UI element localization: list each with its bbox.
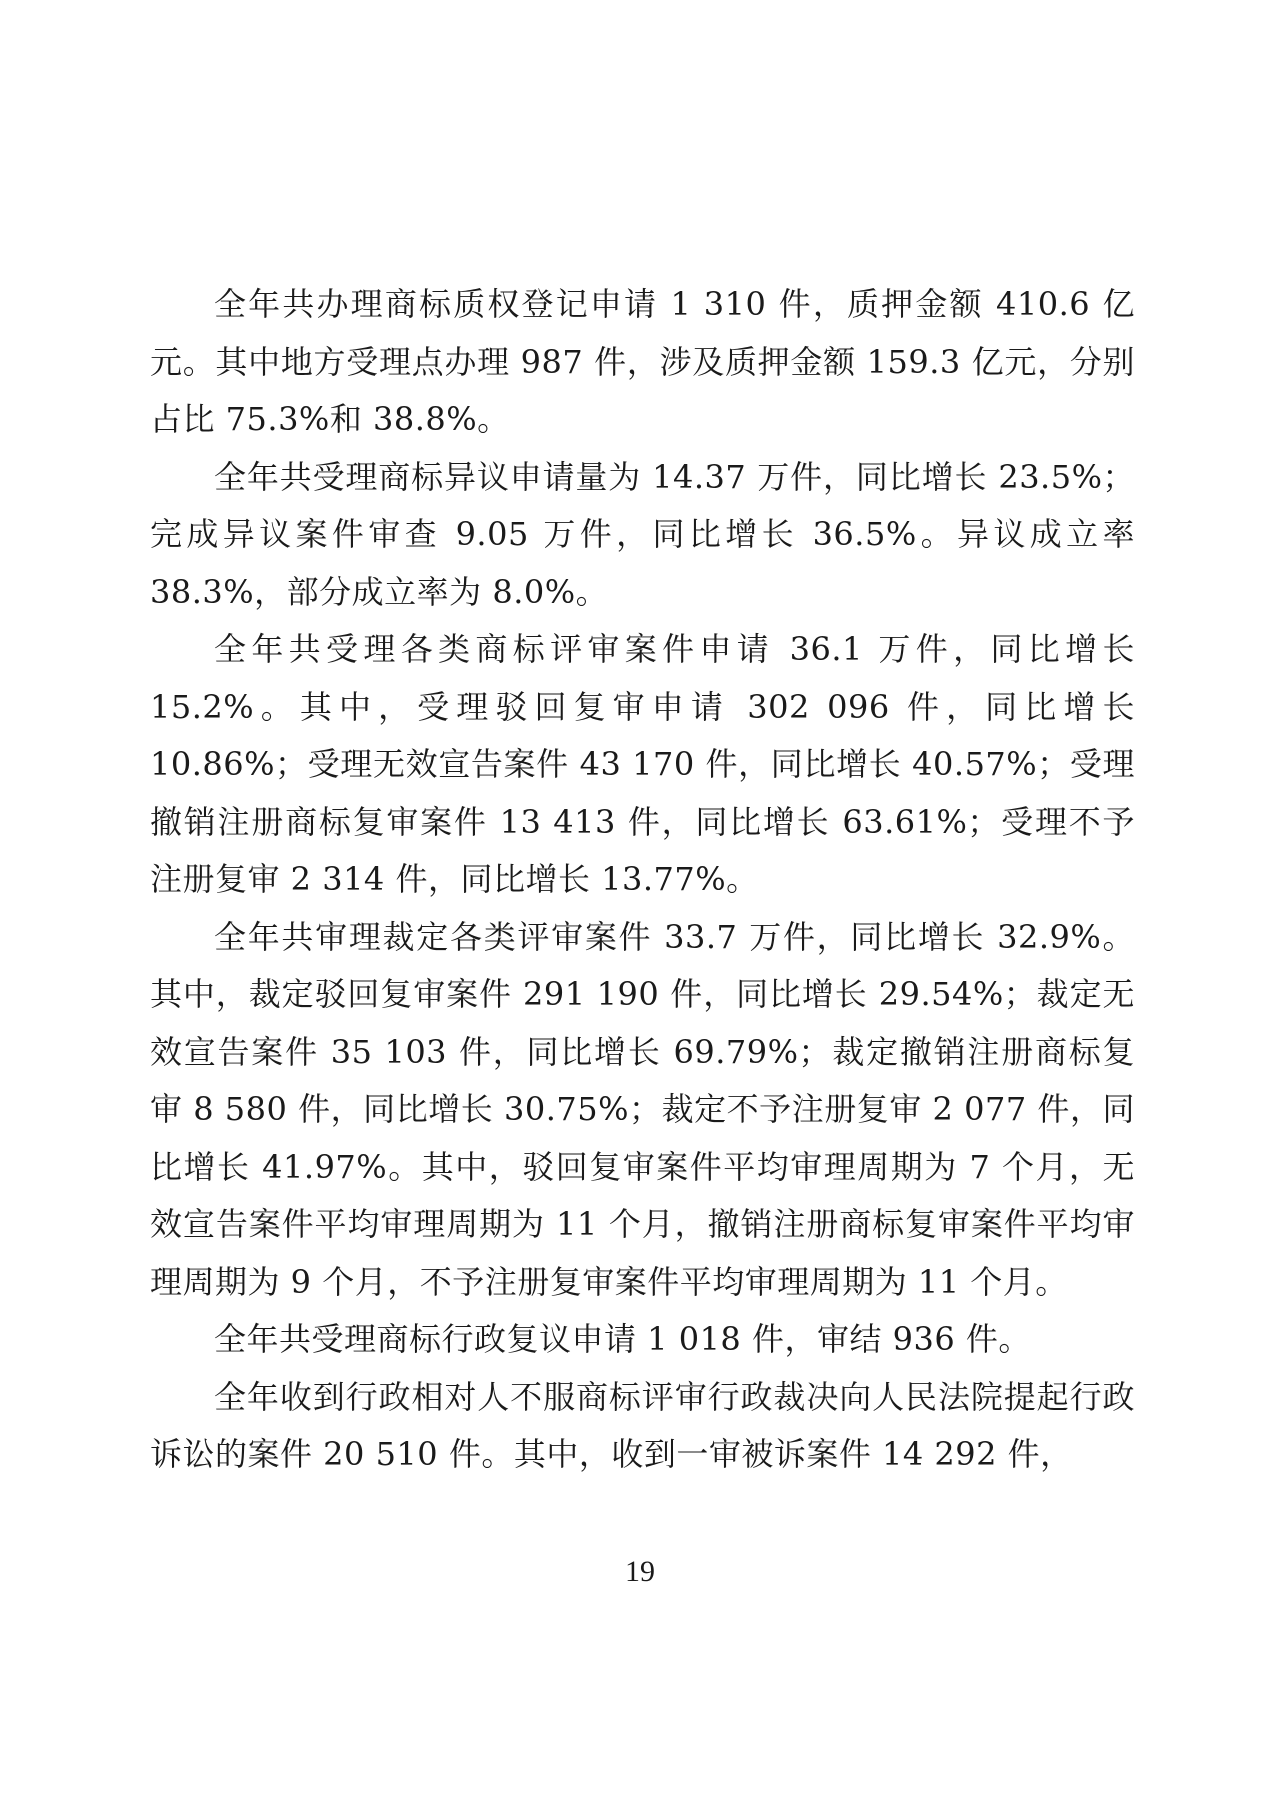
paragraph-review-applications: 全年共受理各类商标评审案件申请 36.1 万件，同比增长 15.2%。其中，受理驳回复审申请 302 096 件，同比增长 10.86%；受理无效宣告案件 43 170 件，同比增长 40.57%；受理撤销注册商标复审案件 13 413 件，同比增长 63.61%；受理不予注册复审 2 314 件，同比增长 13.77%。 [150, 630, 1135, 898]
paragraph-opposition: 全年共受理商标异议申请量为 14.37 万件，同比增长 23.5%；完成异议案件审查 9.05 万件，同比增长 36.5%。异议成立率 38.3%，部分成立率为 8.0%。 [150, 457, 1135, 611]
page-number: 19 [625, 1555, 655, 1588]
paragraph-trademark-pledge: 全年共办理商标质权登记申请 1 310 件，质押金额 410.6 亿元。其中地方受理点办理 987 件，涉及质押金额 159.3 亿元，分别占比 75.3%和 38.8%。 [150, 285, 1135, 438]
paragraph-administrative-litigation: 全年收到行政相对人不服商标评审行政裁决向人民法院提起行政诉讼的案件 20 510 件。其中，收到一审被诉案件 14 292 件， [150, 1377, 1135, 1473]
paragraph-administrative-reconsideration: 全年共受理商标行政复议申请 1 018 件，审结 936 件。 [214, 1320, 1031, 1358]
paragraph-review-rulings: 全年共审理裁定各类评审案件 33.7 万件，同比增长 32.9%。其中，裁定驳回复审案件 291 190 件，同比增长 29.54%；裁定无效宣告案件 35 103 件，同比增长 69.79%；裁定撤销注册商标复审 8 580 件，同比增长 30.75%；裁定不予注册复审 2 077 件，同比增长 41.97%。其中，驳回复审案件平均审理周期为 7 个月，无效宣告案件平均审理周期为 11 个月，撤销注册商标复审案件平均审理周期为 9 个月，不予注册复审案件平均审理周期为 11 个月。 [150, 917, 1135, 1301]
body-text [150, 276, 1135, 1484]
